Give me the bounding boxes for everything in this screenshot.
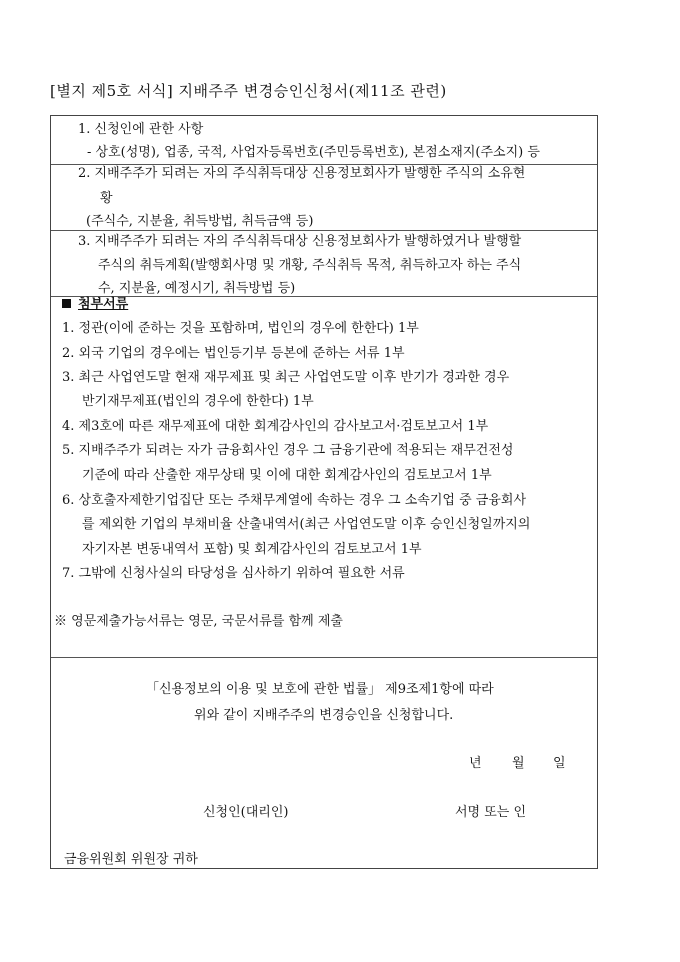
date-month: 월 bbox=[512, 756, 525, 771]
item-2-line2: 황 bbox=[100, 191, 113, 206]
attachment-line: 2. 외국 기업의 경우에는 법인등기부 등본에 준하는 서류 1부 bbox=[62, 346, 405, 361]
attachment-line: 기준에 따라 산출한 재무상태 및 이에 대한 회계감사인의 검토보고서 1부 bbox=[82, 468, 492, 483]
signature-label: 서명 또는 인 bbox=[455, 805, 527, 820]
attachment-line: 7. 그밖에 신청사실의 타당성을 심사하기 위하여 필요한 서류 bbox=[62, 566, 405, 581]
divider bbox=[51, 296, 597, 297]
attachment-line: 3. 최근 사업연도말 현재 재무제표 및 최근 사업연도말 이후 반기가 경과한 경우 bbox=[62, 370, 510, 385]
divider bbox=[51, 164, 597, 165]
attachment-line: 1. 정관(이에 준하는 것을 포함하며, 법인의 경우에 한한다) 1부 bbox=[62, 321, 419, 336]
attachment-line: 반기재무제표(법인의 경우에 한한다) 1부 bbox=[82, 394, 314, 409]
attachment-line: 4. 제3호에 따른 재무제표에 대한 회계감사인의 감사보고서·검토보고서 1부 bbox=[62, 419, 489, 434]
attachment-line: 를 제외한 기업의 부채비율 산출내역서(최근 사업연도말 이후 승인신청일까지의 bbox=[82, 517, 531, 532]
divider bbox=[51, 230, 597, 231]
declaration-line2: 위와 같이 지배주주의 변경승인을 신청합니다. bbox=[194, 708, 454, 723]
date-day: 일 bbox=[553, 756, 566, 771]
date-year: 년 bbox=[469, 756, 482, 771]
form-title: [별지 제5호 서식] 지배주주 변경승인신청서(제11조 관련) bbox=[50, 82, 447, 100]
item-3-line3: 수, 지분율, 예정시기, 취득방법 등) bbox=[98, 281, 296, 296]
attachment-line: 자기자본 변동내역서 포함) 및 회계감사인의 검토보고서 1부 bbox=[82, 542, 422, 557]
item-2-line1: 2. 지배주주가 되려는 자의 주식취득대상 신용정보회사가 발행한 주식의 소유현 bbox=[78, 166, 526, 181]
submission-note: ※ 영문제출가능서류는 영문, 국문서류를 함께 제출 bbox=[54, 614, 343, 629]
item-2-line3: (주식수, 지분율, 취득방법, 취득금액 등) bbox=[86, 214, 314, 229]
item-3-line2: 주식의 취득계획(발행회사명 및 개황, 주식취득 목적, 취득하고자 하는 주식 bbox=[98, 258, 522, 273]
attachment-line: 6. 상호출자제한기업집단 또는 주채무계열에 속하는 경우 그 소속기업 중 금융회사 bbox=[62, 493, 527, 508]
attachment-line: 5. 지배주주가 되려는 자가 금융회사인 경우 그 금융기관에 적용되는 재무건전성 bbox=[62, 443, 514, 458]
application-form bbox=[50, 115, 598, 869]
square-bullet-icon bbox=[62, 299, 71, 308]
declaration-line1: 「신용정보의 이용 및 보호에 관한 법률」 제9조제1항에 따라 bbox=[146, 682, 494, 697]
attachments-heading: 첨부서류 bbox=[62, 297, 128, 313]
recipient: 금융위원회 위원장 귀하 bbox=[64, 852, 198, 867]
item-3-line1: 3. 지배주주가 되려는 자의 주식취득대상 신용정보회사가 발행하였거나 발행할 bbox=[78, 234, 522, 249]
item-1-detail: - 상호(성명), 업종, 국적, 사업자등록번호(주민등록번호), 본점소재지(주소지) 등 bbox=[87, 145, 540, 160]
divider bbox=[51, 657, 597, 658]
applicant-label: 신청인(대리인) bbox=[203, 805, 289, 820]
item-1-title: 1. 신청인에 관한 사항 bbox=[78, 122, 204, 137]
